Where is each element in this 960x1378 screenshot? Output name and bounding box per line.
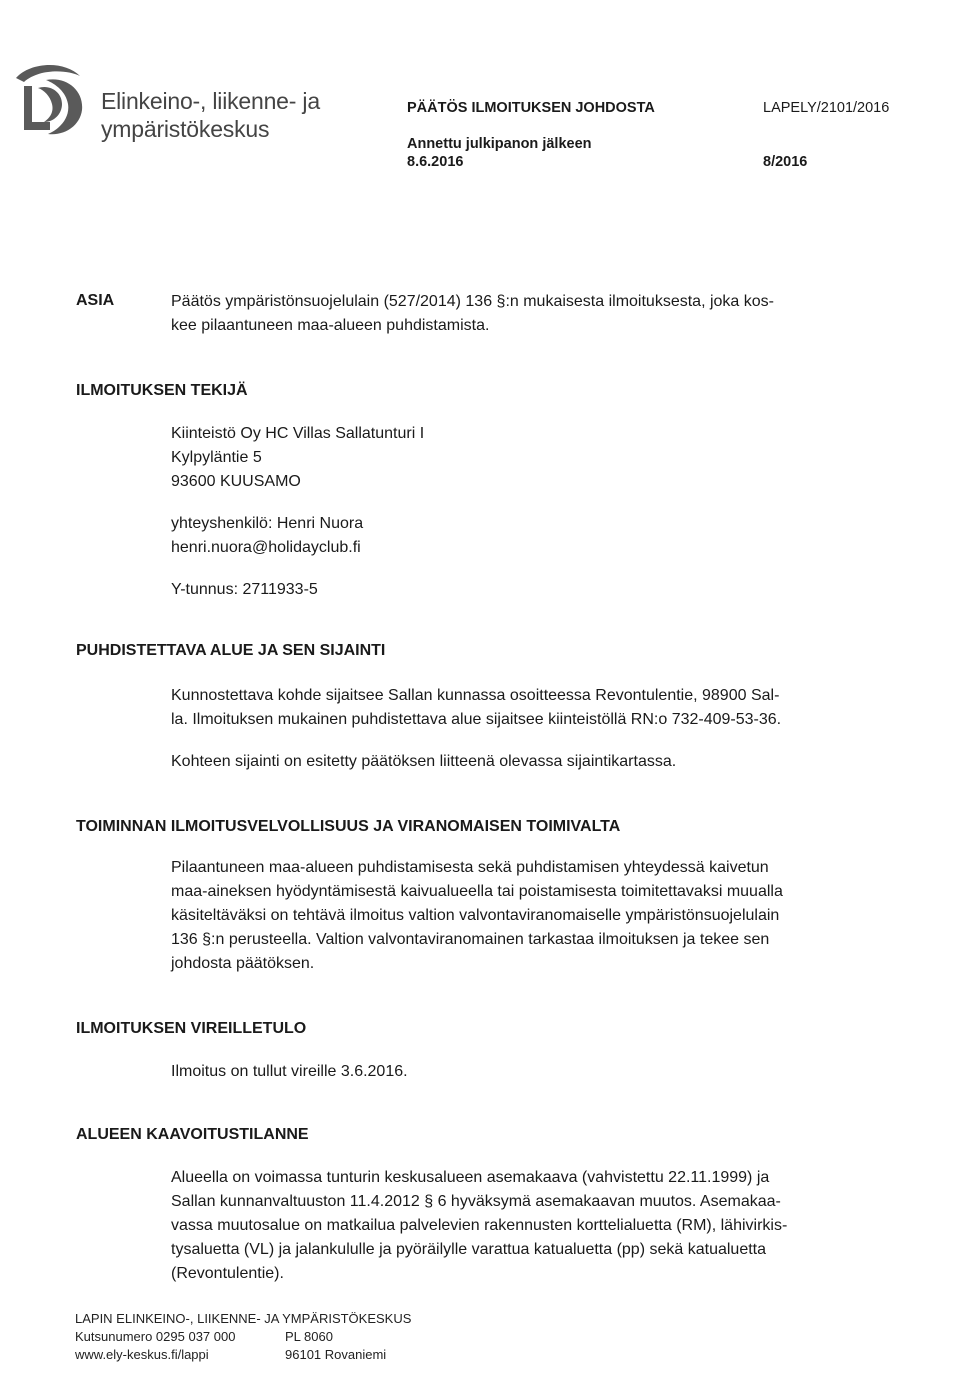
section-heading: PUHDISTETTAVA ALUE JA SEN SIJAINTI	[76, 642, 386, 659]
footer-postal: 96101 Rovaniemi	[285, 1347, 387, 1362]
section-heading: TOIMINNAN ILMOITUSVELVOLLISUUS JA VIRANOMAISEN TOIMIVALTA	[76, 818, 621, 835]
section-heading: ILMOITUKSEN TEKIJÄ	[76, 382, 248, 399]
applicant-city: 93600 KUUSAMO	[171, 473, 301, 490]
org-name-line1: Elinkeino-, liikenne- ja	[101, 88, 320, 114]
authority-text: Pilaantuneen maa-alueen puhdistamisesta sekä puhdistamisen yhteydessä kaivetun maa-aineksen hyödyntämisestä kaivualueella tai poistamisesta toimitettavaksi muualla käsiteltäväksi on tehtävä ilmoitus valtion valvontaviranomaiselle ympäristönsuojelulain 136 §:n perusteella. Valtion valvontaviranomainen tarkastaa ilmoituksen ja tekee sen johdosta päätöksen.	[171, 859, 783, 972]
footer	[75, 1310, 411, 1364]
doc-number: 8/2016	[763, 154, 808, 170]
footer-org: LAPIN ELINKEINO-, LIIKENNE- JA YMPÄRISTÖKESKUS	[75, 1311, 412, 1326]
business-id: Y-tunnus: 2711933-5	[171, 581, 318, 598]
applicant-block	[171, 422, 424, 494]
zoning-text: Alueella on voimassa tunturin keskusalueen asemakaava (vahvistettu 22.11.1999) ja Sallan kunnanvaltuuston 11.4.2012 § 6 hyväksymä asemakaavan muutos. Asemakaa- vassa muutosalue on matkailua palvelevien rakennusten korttelialuetta (RM), lähivirkis- tysaluetta (VL) ja jalankululle ja pyöräilylle varattua katualuetta (pp) sekä katualuetta (Revontulentie).	[171, 1169, 788, 1282]
applicant-street: Kylpyläntie 5	[171, 449, 262, 466]
footer-web-link[interactable]: www.ely-keskus.fi/lappi	[75, 1347, 209, 1362]
asia-text: Päätös ympäristönsuojelulain (527/2014) 136 §:n mukaisesta ilmoituksesta, joka kos- kee pilaantuneen maa-alueen puhdistamista.	[171, 293, 774, 334]
contact-email: henri.nuora@holidayclub.fi	[171, 539, 361, 556]
section-heading: ILMOITUKSEN VIREILLETULO	[76, 1020, 307, 1037]
applicant-company: Kiinteistö Oy HC Villas Sallatunturi I	[171, 425, 425, 442]
doc-type: PÄÄTÖS ILMOITUKSEN JOHDOSTA	[407, 100, 655, 116]
location-map-note: Kohteen sijainti on esitetty päätöksen liitteenä olevassa sijaintikartassa.	[171, 753, 677, 770]
contact-person: yhteyshenkilö: Henri Nuora	[171, 515, 364, 532]
issued-date: 8.6.2016	[407, 154, 464, 170]
org-name-line2: ympäristökeskus	[101, 116, 270, 142]
initiation-text: Ilmoitus on tullut vireille 3.6.2016.	[171, 1063, 408, 1080]
ely-logo-icon	[10, 60, 92, 140]
contact-block	[171, 512, 363, 560]
footer-pobox: PL 8060	[285, 1329, 333, 1344]
issued-label: Annettu julkipanon jälkeen	[407, 136, 592, 152]
location-text: Kunnostettava kohde sijaitsee Sallan kunnassa osoitteessa Revontulentie, 98900 Sal- la. Ilmoituksen mukainen puhdistettava alue sijaitsee kiinteistöllä RN:o 732-409-53-36.	[171, 687, 782, 728]
doc-id: LAPELY/2101/2016	[763, 100, 890, 116]
asia-label: ASIA	[76, 292, 115, 309]
footer-phone: Kutsunumero 0295 037 000	[75, 1329, 236, 1344]
section-heading: ALUEEN KAAVOITUSTILANNE	[76, 1126, 309, 1143]
